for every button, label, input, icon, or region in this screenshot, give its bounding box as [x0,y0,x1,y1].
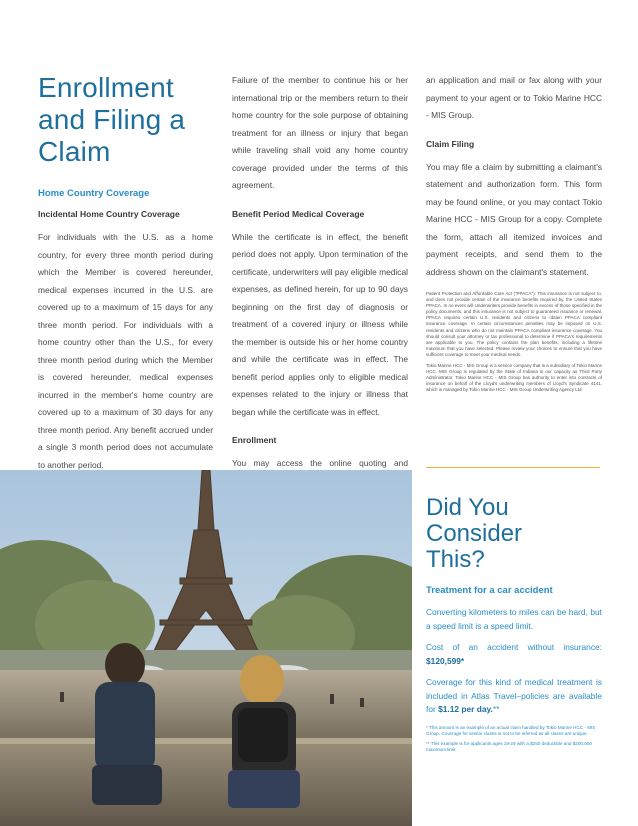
gold-divider [426,467,600,468]
coverage-price-footnote-mark: ** [492,704,500,714]
enrollment-continued: an application and mail or fax along with your payment to your agent or to Tokio Marine HCC - MIS Group. [426,75,602,120]
title-line: Claim [38,136,111,167]
accident-cost-value: $120,599* [426,655,465,666]
title-line: This? [426,546,485,573]
claim-filing-body: You may file a claim by submitting a claimant's statement and authorization form. This form may be found online, or you may contact Tokio Marine HCC - MIS Group for a copy. Complete the form, attach all itemized invoices and payment receipts, and send them to the address shown on the claimant's statement. [426,161,602,277]
enrollment-body: You may access the online quoting and [232,458,408,468]
speed-limit-text: Converting kilometers to miles can be hard, but a speed limit is a speed limit. [426,607,602,631]
footnote-2: ** This example is for applicants ages 19-29 with a $250 deductible and $200,000 maximum limit. [426,740,592,753]
page-title [38,72,213,168]
enrollment-heading: Enrollment [232,435,277,445]
column-right [426,72,602,399]
ppaca-disclaimer: Patient Protection and Affordable Care Act ("PPACA"): This insurance is not subject to, and does not provide certain of the insurance benefits required by, the United States PPACA. In no event will Underwriters provide benefits in excess of those specified in the policy documents, and this insurance is not subject to guaranteed issuance or renewal. PPACA requires certain U.S. residents and citizens to obtain PPACA compliant insurance coverage. In certain circumstances penalties may be imposed on U.S. residents and citizens who do not maintain PPACA compliant insurance coverage. You should consult your attorney or tax professional to determine if PPACA's requirements are applicable to you. The policy contains the plan benefits, including a lifetime maximum that you have selected. Please review your choices to ensure that you have sufficient coverage to meet your medical needs. [426,291,602,357]
column-left [38,72,213,474]
coverage-price-label: Coverage for this kind of medical treatment is included in Atlas Travel–policies are available for [426,677,602,714]
eiffel-tower-photo [0,470,412,826]
title-line: Consider [426,520,523,547]
benefit-period-heading: Benefit Period Medical Coverage [232,208,365,219]
title-line: and Filing a [38,104,186,135]
section-heading-home-country: Home Country Coverage [38,188,150,199]
did-you-consider-panel [426,495,602,757]
accident-cost-text [426,641,602,668]
footnote-1: * This amount is an example of an actual claim handled by Tokio Marine HCC - MIS Group. Coverage for similar claims is not to be inferred as all claims are unique. [426,724,596,736]
coverage-price-text [426,676,602,717]
benefit-period-body: While the certificate is in effect, the benefit period does not apply. Upon termination of the certificate, underwriters will pay eligible medical expenses, as defined herein, for up to 90 days beginning on the first day of diagnosis or treatment of a covered injury or illness while the member is outside his or her home country and while the certificate was in effect. The benefit period applies only to eligible medical expenses related to the injury or illness that began while the certificate was in effect. [232,231,408,417]
home-country-continued: Failure of the member to continue his or her international trip or the members return to their home country for the sole purpose of obtaining treatment for an illness or injury that began while traveling shall void any home country coverage provided under the terms of this agreement. [232,75,408,190]
column-middle [232,72,408,490]
accident-cost-label: Cost of an accident without insurance: [426,642,602,652]
title-line: Enrollment [38,72,174,103]
car-accident-heading: Treatment for a car accident [426,585,553,596]
coverage-price-value: $1.12 per day. [438,704,493,714]
title-line: Did You [426,494,509,521]
claim-filing-heading: Claim Filing [426,138,475,149]
section-subheading-incidental: Incidental Home Country Coverage [38,209,180,219]
company-disclaimer: Tokio Marine HCC - MIS Group is a service company that is a subsidiary of Tokio Marine HCC. MIS Group is regulated by the State of Indiana in our capacity as Third Party Administrator. Tokio Marine HCC - MIS Group has authority to enter into contracts of insurance on behalf of the Lloyd's underwriting members of Lloyd's Syndicate 4141, which is managed by Tokio Marine HCC - MIS Group Underwriting Agency Ltd. [426,363,602,393]
consider-title [426,495,602,573]
home-country-body: For individuals with the U.S. as a home country, for every three month period during which the Member is covered hereunder, medical expenses incurred in the U.S. are covered up to a maximum of 15 days for any three month period. For individuals with a home country other than the U.S., for every three month period during which the Member is covered hereunder, medical expenses incurred in the member's home country are covered up to a maximum of 30 days for any three month period. Any benefit accrued under a single 3 month period does not accumulate to another period. [38,232,213,470]
